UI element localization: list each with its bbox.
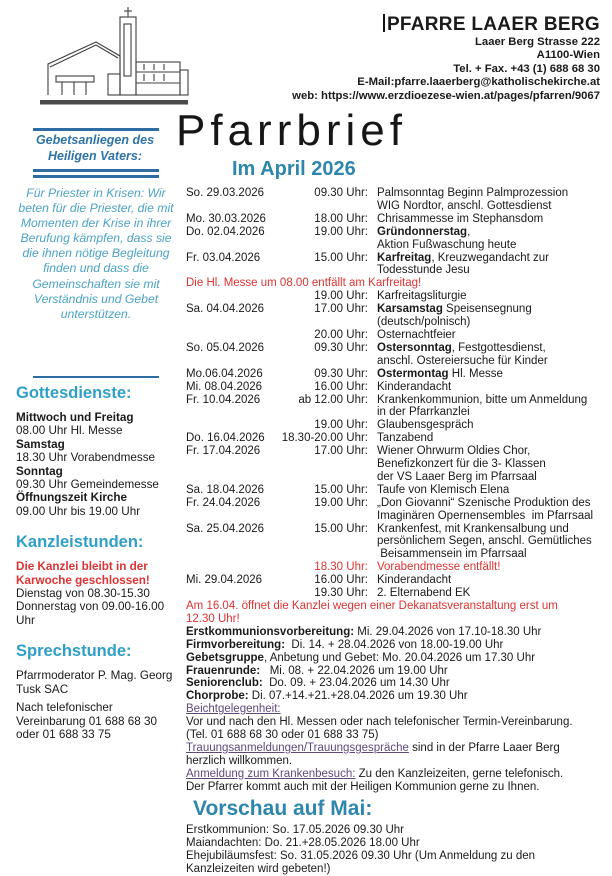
time-cell: 19.00 Uhr:	[314, 419, 368, 432]
text-segment: , Festgottesdienst,	[451, 341, 546, 354]
service-line: Sonntag	[16, 464, 63, 478]
info-line	[186, 729, 610, 742]
text-segment: Imaginären Opernensembles im Pfarrsaal	[377, 509, 594, 522]
schedule-row	[186, 329, 610, 342]
text-segment: Osternachtfeier	[377, 328, 456, 341]
phone-fax: Tel. + Fax. +43 (1) 688 68 30	[453, 62, 600, 75]
text-cursor-bar	[383, 14, 385, 32]
info-line	[186, 768, 610, 781]
schedule-row	[186, 445, 610, 458]
text-segment: Zu den Kanzleizeiten, gerne telefonisch.	[355, 767, 564, 780]
text-segment: Anmeldung zum Krankenbesuch:	[186, 767, 356, 780]
schedule-row	[186, 458, 610, 471]
schedule-table	[186, 187, 610, 600]
time-cell: 15.00 Uhr:	[314, 483, 368, 496]
schedule-row	[186, 406, 610, 419]
schedule-row	[186, 239, 610, 252]
text-segment: Tanzabend	[377, 432, 434, 445]
event-cell	[377, 329, 610, 342]
text-segment: , Anbetung und Gebet: Mo. 20.04.2026 um 17.30 Uhr	[263, 651, 536, 664]
date-cell: Mo.06.04.2026	[186, 367, 263, 380]
text-segment: Vor und nach den Hl. Messen oder nach telefonischer Termin-Vereinbarung.	[186, 716, 573, 729]
date-cell: Mi. 08.04.2026	[186, 380, 263, 393]
sidebar	[16, 384, 176, 741]
date-cell: So. 05.04.2026	[186, 341, 265, 354]
text-segment: Beichtgelegenheit:	[186, 703, 281, 716]
date-cell: Do. 02.04.2026	[186, 225, 265, 238]
date-cell: Fr. 10.04.2026	[186, 393, 261, 406]
preview-line: Maiandachten: Do. 21.+28.05.2026 18.00 Uhr	[186, 836, 420, 849]
rule-top	[33, 128, 159, 131]
parish-name: PFARRE LAAER BERG	[292, 14, 600, 36]
schedule-row	[186, 497, 610, 510]
text-segment: Di. 07.+14.+21.+28.04.2026 um 19.30 Uhr	[248, 690, 468, 703]
event-cell	[377, 471, 610, 484]
event-cell	[377, 574, 610, 587]
service-line: Samstag	[16, 437, 65, 451]
text-segment: WIG Nordtor, anschl. Gottesdienst	[377, 199, 552, 212]
text-segment: Mi. 29.04.2026 von 17.10-18.30 Uhr	[354, 625, 542, 638]
service-line: 09.30 Uhr Gemeindemesse	[16, 478, 159, 492]
info-line	[186, 652, 610, 665]
text-segment: Kinderandacht	[377, 380, 452, 393]
text-segment: Karfreitagsliturgie	[377, 290, 467, 303]
web-line: web: https://www.erzdioezese-wien.at/pages/pfarren/9067	[292, 89, 600, 102]
event-cell	[377, 548, 610, 561]
preview-line: Kanzleizeiten wird gebeten!)	[186, 862, 331, 875]
text-segment: Glaubensgespräch	[377, 419, 474, 432]
event-cell	[377, 303, 610, 316]
event-cell	[377, 290, 610, 303]
text-segment: Di. 14. + 28.04.2026 von 18.00-19.00 Uhr	[285, 638, 504, 651]
time-cell: 09.30 Uhr:	[314, 367, 368, 380]
event-cell	[377, 419, 610, 432]
time-cell: 18.30 Uhr:	[314, 561, 368, 574]
text-segment: persönlichem Segen, anschl. Gemütliches	[377, 535, 592, 548]
event-cell	[377, 187, 610, 200]
time-cell: ab 12.00 Uhr:	[298, 393, 368, 406]
office-hours-heading: Kanzleistunden:	[16, 533, 144, 552]
info-line	[186, 626, 610, 639]
preview-line: Erstkommunion: So. 17.05.2026 09.30 Uhr	[186, 823, 404, 836]
schedule-row	[186, 574, 610, 587]
office-hours-line: Dienstag von 08.30-15.30	[16, 587, 150, 601]
schedule-row	[186, 535, 610, 548]
text-segment: Krankenfest, mit Krankensalbung und	[377, 522, 569, 535]
schedule-row	[186, 226, 610, 239]
date-cell: Sa. 18.04.2026	[186, 483, 265, 496]
schedule-row	[186, 290, 610, 303]
email-line: E-Mail:pfarre.laaerberg@katholischekirche.at	[357, 76, 600, 89]
text-segment: Speisensegnung	[442, 303, 532, 316]
event-cell	[377, 342, 610, 355]
text-segment: , Kreuzwegandacht zur	[431, 251, 549, 264]
service-line: Mittwoch und Freitag	[16, 411, 134, 424]
date-cell: So. 29.03.2026	[186, 187, 265, 199]
event-cell	[377, 355, 610, 368]
event-cell	[377, 497, 610, 510]
text-segment: ,	[467, 225, 471, 238]
text-segment: herzlich willkommen.	[186, 754, 293, 767]
event-cell	[377, 484, 610, 497]
text-segment: Mi. 08. + 22.04.2026 um 19.00 Uhr	[260, 664, 448, 677]
event-cell	[377, 458, 610, 471]
text-segment: Ostersonntag	[377, 341, 452, 354]
text-segment: (deutsch/polnisch)	[377, 316, 471, 329]
text-segment: Hl. Messe	[448, 367, 503, 380]
main-column	[186, 158, 610, 876]
month-heading: Im April 2026	[232, 158, 356, 180]
info-line	[186, 781, 610, 794]
address-street: Laaer Berg Strasse 222	[475, 36, 600, 48]
text-segment: Wiener Ohrwurm Oldies Chor,	[377, 445, 531, 458]
schedule-row	[186, 394, 610, 407]
event-cell	[377, 264, 610, 277]
may-preview-list	[186, 824, 610, 876]
page-title: Pfarrbrief	[176, 106, 407, 155]
may-preview-heading: Vorschau auf Mai:	[193, 796, 373, 820]
office-closing-note: Am 16.04. öffnet die Kanzlei wegen einer Dekanatsveranstaltung erst um 12.30 Uhr!	[186, 600, 558, 625]
date-cell: Do. 16.04.2026	[186, 432, 265, 445]
date-cell: Fr. 17.04.2026	[186, 445, 261, 458]
schedule-row	[186, 548, 610, 561]
schedule-row	[186, 368, 610, 381]
date-cell: Fr. 03.04.2026	[186, 251, 261, 264]
time-cell: 15.00 Uhr:	[314, 522, 368, 535]
schedule-row	[186, 561, 610, 574]
text-segment: Aktion Fußwaschung heute	[377, 238, 517, 251]
text-segment: Kinderandacht	[377, 574, 452, 587]
schedule-row	[186, 200, 610, 213]
event-cell	[377, 252, 610, 265]
event-cell	[377, 587, 610, 600]
event-cell	[377, 535, 610, 548]
service-line: 09.00 Uhr bis 19.00 Uhr	[16, 504, 141, 518]
time-cell: 09.30 Uhr:	[314, 341, 368, 354]
text-segment: Vorabendmesse entfällt!	[377, 561, 501, 574]
event-cell	[377, 561, 610, 574]
text-segment: Seniorenclub:	[186, 677, 263, 690]
date-cell: Fr. 24.04.2026	[186, 496, 261, 509]
info-line	[186, 690, 610, 703]
text-segment: Todesstunde Jesu	[377, 264, 470, 277]
text-segment: der VS Laaer Berg im Pfarrsaal	[377, 470, 537, 483]
service-line: 18.30 Uhr Vorabendmesse	[16, 451, 156, 465]
consultation-heading: Sprechstunde:	[16, 642, 132, 661]
text-segment: Gebetsgruppe	[186, 651, 264, 664]
services-list	[16, 411, 176, 518]
prayer-text: Für Priester in Krisen: Wir beten für die Priester, die mit Momenten der Krise in ihrer Berufung kämpfen, dass sie die ihnen nötige Begleitung finden und dass die Gemeinschaften sie mit Verständnis und Gebet unterstützen.	[18, 186, 174, 321]
rule-bottom	[33, 376, 159, 378]
event-cell	[377, 432, 610, 445]
event-cell	[377, 316, 610, 329]
text-segment: in der Pfarrkanzlei	[377, 406, 470, 419]
event-cell	[377, 213, 610, 226]
text-segment: Palmsonntag Beginn Palmprozession	[377, 187, 569, 199]
text-segment: Der Pfarrer kommt auch mit der Heiligen Kommunion gerne zu Ihnen.	[186, 780, 540, 793]
services-heading: Gottesdienste:	[16, 384, 132, 402]
date-cell: Sa. 04.04.2026	[186, 303, 265, 316]
time-cell: 19.30 Uhr:	[314, 587, 368, 600]
text-segment: anschl. Ostereiersuche für Kinder	[377, 354, 548, 367]
time-cell: 16.00 Uhr:	[314, 380, 368, 393]
text-segment: sind in der Pfarre Laaer Berg	[408, 741, 560, 754]
date-cell: Mo. 30.03.2026	[186, 212, 266, 225]
text-segment: Frauenrunde:	[186, 664, 261, 677]
event-cell	[377, 406, 610, 419]
text-segment: Beisammensein im Pfarrsaal	[377, 548, 527, 561]
text-segment: Karfreitag	[377, 251, 432, 264]
schedule-row	[186, 316, 610, 329]
schedule-row	[186, 213, 610, 226]
event-cell	[377, 381, 610, 394]
time-cell: 20.00 Uhr:	[314, 328, 368, 341]
info-section	[186, 626, 610, 794]
info-line	[186, 703, 610, 716]
consultation-line: Pfarrmoderator P. Mag. Georg Tusk SAC	[16, 669, 173, 696]
schedule-row	[186, 419, 610, 432]
schedule-row	[186, 303, 610, 316]
text-segment: „Don Giovanni“ Szenische Produktion des	[377, 496, 591, 509]
text-segment: Gründonnerstag	[377, 225, 468, 238]
text-segment: Do. 09. + 23.04.2026 um 14.30 Uhr	[262, 677, 450, 690]
text-segment: Chorprobe:	[186, 690, 249, 703]
office-closed-notice: Die Kanzlei bleibt in der Karwoche geschlossen!	[16, 560, 150, 587]
letterhead	[292, 14, 600, 103]
time-cell: 19.00 Uhr:	[314, 496, 368, 509]
date-cell: Sa. 25.04.2026	[186, 522, 265, 535]
time-cell: 19.00 Uhr:	[314, 225, 368, 238]
schedule-row	[186, 264, 610, 277]
text-segment: Ostermontag	[377, 367, 449, 380]
event-cell	[377, 368, 610, 381]
text-segment: Taufe von Klemisch Elena	[377, 483, 510, 496]
consultation-list	[16, 669, 176, 741]
text-segment: Trauungsanmeldungen/Trauungsgespräche	[186, 741, 409, 754]
time-cell: 16.00 Uhr:	[314, 574, 368, 587]
time-cell: 09.30 Uhr:	[314, 187, 368, 199]
office-hours-list	[16, 587, 176, 627]
text-segment: Benefizkonzert für die 3- Klassen	[377, 458, 546, 471]
schedule-row	[186, 342, 610, 355]
time-cell: 18.00 Uhr:	[314, 212, 368, 225]
text-segment: Karsamstag	[377, 303, 443, 316]
event-cell	[377, 200, 610, 213]
service-line: Öffnungszeit Kirche	[16, 491, 128, 505]
info-line	[186, 665, 610, 678]
address-city: A1100-Wien	[536, 49, 600, 62]
church-logo	[28, 4, 192, 108]
schedule-row	[186, 523, 610, 536]
schedule-row	[186, 471, 610, 484]
info-line	[186, 677, 610, 690]
schedule-row	[186, 355, 610, 368]
info-line	[186, 716, 610, 729]
info-line	[186, 742, 610, 755]
text-segment: Krankenkommunion, bitte um Anmeldung	[377, 393, 588, 406]
rule-double-1	[33, 169, 159, 172]
rule-double-2	[33, 175, 159, 178]
schedule-row	[186, 252, 610, 265]
time-cell: 17.00 Uhr:	[314, 303, 368, 316]
event-cell	[377, 239, 610, 252]
schedule-row	[186, 187, 610, 200]
schedule-note: Die Hl. Messe um 08.00 entfällt am Karfreitag!	[186, 277, 422, 290]
event-cell	[377, 523, 610, 536]
text-segment: Firmvorbereitung:	[186, 638, 286, 651]
info-line	[186, 639, 610, 652]
text-segment: (Tel. 01 688 68 30 oder 01 688 33 75)	[186, 729, 379, 742]
time-cell: 18.30-20.00 Uhr:	[281, 432, 368, 445]
event-cell	[377, 226, 610, 239]
preview-line: Ehejubiläumsfest: So. 31.05.2026 09.30 Uhr (Um Anmeldung zu den	[186, 849, 536, 862]
schedule-row	[186, 587, 610, 600]
text-segment: 2. Elternabend EK	[377, 587, 471, 600]
office-hours-line: Donnerstag von 09.00-16.00 Uhr	[16, 600, 165, 627]
time-cell: 19.00 Uhr:	[314, 290, 368, 303]
text-segment: Erstkommunionsvorbereitung:	[186, 625, 355, 638]
date-cell: Mi. 29.04.2026	[186, 574, 263, 587]
prayer-heading: Gebetsanliegen des Heiligen Vaters:	[35, 133, 155, 163]
schedule-row	[186, 432, 610, 445]
info-line	[186, 755, 610, 768]
event-cell	[377, 445, 610, 458]
service-line: 08.00 Uhr Hl. Messe	[16, 424, 123, 438]
consultation-line: Nach telefonischer Vereinbarung 01 688 68 30 oder 01 688 33 75	[16, 701, 158, 741]
schedule-row	[186, 381, 610, 394]
time-cell: 15.00 Uhr:	[314, 251, 368, 264]
event-cell	[377, 510, 610, 523]
schedule-row	[186, 510, 610, 523]
event-cell	[377, 394, 610, 407]
text-segment: Chrisammesse im Stephansdom	[377, 212, 544, 225]
time-cell: 17.00 Uhr:	[314, 445, 368, 458]
schedule-row	[186, 484, 610, 497]
